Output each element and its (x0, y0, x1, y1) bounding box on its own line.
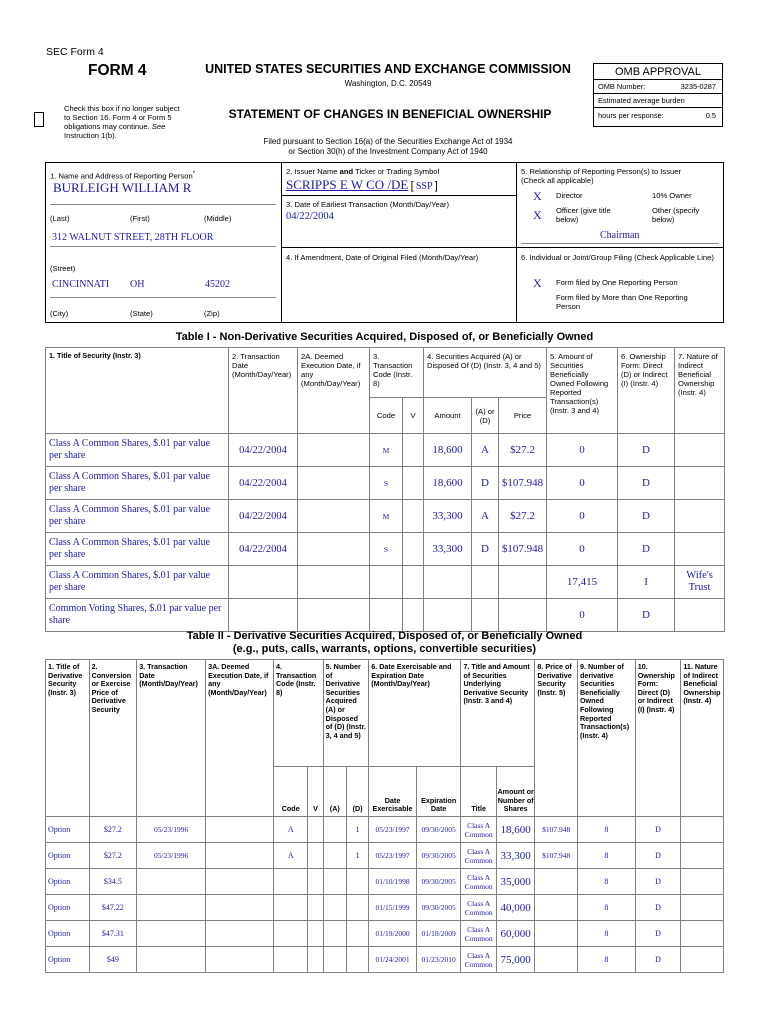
t2-price: $34.5 (89, 869, 137, 895)
omb-approval-box (593, 63, 723, 127)
t1-date (229, 566, 298, 599)
other-label: Other (specify below) (652, 206, 700, 224)
t1-v (403, 434, 424, 467)
t2-de: 05/23/1997 (369, 843, 417, 869)
t2-de: 01/24/2001 (369, 947, 417, 973)
t2-h-price: 8. Price of Derivative Security (Instr. 5) (535, 660, 578, 817)
t2-de: 01/15/1999 (369, 895, 417, 921)
t2-title: Option (46, 947, 90, 973)
t1-h-deemed: 2A. Deemed Execution Date, if any (Month/Day/Year) (298, 348, 370, 434)
ten-percent-label: 10% Owner (652, 191, 692, 200)
reporting-state: OH (130, 279, 145, 290)
table2-row (46, 947, 724, 973)
t1-form: D (618, 533, 675, 566)
zip-label: (Zip) (204, 309, 220, 318)
t2-p8: $107.948 (535, 817, 578, 843)
t1-title: Class A Common Shares, $.01 par value per share (46, 467, 229, 500)
t2-ctitle: Class A Common (461, 869, 496, 895)
officer-label: Officer (give title below) (556, 206, 611, 224)
t2-owned: 8 (577, 817, 635, 843)
t1-owned: 0 (547, 500, 618, 533)
t2-de: 05/23/1997 (369, 817, 417, 843)
t2-exp: 01/18/2009 (416, 921, 461, 947)
omb-number-label: OMB Number: (598, 82, 646, 91)
t2-code (273, 947, 307, 973)
t2-v (308, 947, 323, 973)
t2-deemed (206, 895, 274, 921)
t2-deemed (206, 869, 274, 895)
table2 (45, 659, 724, 973)
t1-h-owned: 5. Amount of Securities Beneficially Owned Following Reported Transaction(s) (Instr. 3 and 4) (547, 348, 618, 434)
t1-h-code: 3. Transaction Code (Instr. 8) (370, 348, 424, 398)
t2-h-deemed: 3A. Deemed Execution Date, if any (Month/Day/Year) (206, 660, 274, 817)
t2-date: 05/23/1996 (137, 817, 206, 843)
no-longer-subject-checkbox[interactable] (34, 112, 44, 127)
table1-row (46, 566, 725, 599)
form-number: FORM 4 (88, 62, 147, 79)
t2-de: 01/19/2000 (369, 921, 417, 947)
t1-v (403, 467, 424, 500)
t1-v (403, 599, 424, 632)
t1-price (499, 599, 547, 632)
t1-title: Common Voting Shares, $.01 par value per share (46, 599, 229, 632)
t2-ctitle: Class A Common (461, 921, 496, 947)
t1-date (229, 599, 298, 632)
t2-a (323, 895, 346, 921)
table1-row (46, 500, 725, 533)
t2-deemed (206, 843, 274, 869)
t2-shares: 18,600 (496, 817, 535, 843)
check-box-text: Check this box if no longer subject to Section 16. Form 4 or Form 5 obligations may continue. See Instruction 1(b). (64, 104, 180, 140)
t1-title: Class A Common Shares, $.01 par value per share (46, 566, 229, 599)
t2-owned: 8 (577, 947, 635, 973)
t2-owned: 8 (577, 895, 635, 921)
t2-h-exercisable: 6. Date Exercisable and Expiration Date (Month/Day/Year) (369, 660, 461, 767)
reporting-person-label: 1. Name and Address of Reporting Person* (50, 170, 196, 181)
earliest-date: 04/22/2004 (286, 211, 334, 222)
t2-nature (681, 843, 724, 869)
director-check[interactable]: X (533, 189, 542, 203)
t1-code (370, 599, 403, 632)
t2-date (137, 895, 206, 921)
table1-row (46, 599, 725, 632)
t2-price: $47.22 (89, 895, 137, 921)
t1-form: D (618, 599, 675, 632)
t1-ad: A (472, 500, 499, 533)
t1-owned: 0 (547, 467, 618, 500)
t1-nature: Wife's Trust (675, 566, 725, 599)
director-label: Director (556, 191, 583, 200)
table2-row (46, 895, 724, 921)
statement-title: STATEMENT OF CHANGES IN BENEFICIAL OWNERSHIP (228, 107, 552, 121)
t2-h-ttl: Title (461, 767, 496, 817)
omb-hours-label: hours per response: (598, 111, 664, 120)
t2-date: 05/23/1996 (137, 843, 206, 869)
issuer-name-ticker: SCRIPPS E W CO /DE [ SSP ] (286, 177, 438, 192)
reporting-city: CINCINNATI (52, 279, 110, 290)
issuer-ticker: SSP (415, 181, 433, 192)
t2-d (346, 921, 368, 947)
t2-owned: 8 (577, 869, 635, 895)
t2-v (308, 895, 323, 921)
relationship-label: 5. Relationship of Reporting Person(s) to Issuer (Check all applicable) (521, 167, 681, 185)
table2-row (46, 869, 724, 895)
omb-title: OMB APPROVAL (594, 64, 722, 80)
table1-row (46, 434, 725, 467)
t2-price: $49 (89, 947, 137, 973)
t1-h-price: Price (499, 398, 547, 434)
t1-amount (424, 566, 472, 599)
t1-deemed (298, 566, 370, 599)
table1-title: Table I - Non-Derivative Securities Acquired, Disposed of, or Beneficially Owned (175, 331, 594, 343)
filing-label: 6. Individual or Joint/Group Filing (Check Applicable Line) (521, 253, 714, 262)
t1-amount (424, 599, 472, 632)
last-label: (Last) (50, 214, 70, 223)
t2-ctitle: Class A Common (461, 843, 496, 869)
t2-p8 (535, 947, 578, 973)
issuer-name: SCRIPPS E W CO /DE (286, 177, 409, 192)
omb-hours: 0.5 (705, 111, 716, 120)
t2-h-code-sub: Code (273, 767, 307, 817)
t1-ad: D (472, 533, 499, 566)
table1 (45, 347, 725, 632)
t1-v (403, 500, 424, 533)
t1-nature (675, 533, 725, 566)
t2-owned: 8 (577, 843, 635, 869)
t2-v (308, 869, 323, 895)
t2-title: Option (46, 843, 90, 869)
t2-code: A (273, 843, 307, 869)
t2-code (273, 869, 307, 895)
street-label: (Street) (50, 264, 76, 273)
table2-row (46, 817, 724, 843)
filing-more-label: Form filed by More than One Reporting Person (556, 293, 688, 311)
t1-nature (675, 434, 725, 467)
t1-h-date: 2. Transaction Date (Month/Day/Year) (229, 348, 298, 434)
t2-nature (681, 921, 724, 947)
t2-h-title: 1. Title of Derivative Security (Instr. 3) (46, 660, 90, 817)
t1-code: M (370, 434, 403, 467)
t2-h-a: (A) (323, 767, 346, 817)
table2-row (46, 921, 724, 947)
t2-form: D (635, 869, 681, 895)
t1-form: I (618, 566, 675, 599)
t2-form: D (635, 843, 681, 869)
t1-date: 04/22/2004 (229, 533, 298, 566)
t2-exp: 09/30/2005 (416, 817, 461, 843)
t1-code (370, 566, 403, 599)
t1-ad: A (472, 434, 499, 467)
omb-burden-label: Estimated average burden (594, 94, 722, 108)
t1-h-code-sub: Code (370, 398, 403, 434)
t2-a (323, 921, 346, 947)
t1-deemed (298, 599, 370, 632)
t2-nature (681, 817, 724, 843)
t2-date (137, 921, 206, 947)
t1-form: D (618, 500, 675, 533)
agency-city: Washington, D.C. 20549 (344, 79, 432, 88)
t2-a (323, 947, 346, 973)
t2-v (308, 817, 323, 843)
t2-code (273, 895, 307, 921)
t1-deemed (298, 434, 370, 467)
earliest-date-label: 3. Date of Earliest Transaction (Month/Day/Year) (286, 200, 450, 209)
t2-form: D (635, 895, 681, 921)
table2-row (46, 843, 724, 869)
t1-h-aord: (A) or (D) (472, 398, 499, 434)
t2-deemed (206, 947, 274, 973)
t2-date (137, 869, 206, 895)
t1-date: 04/22/2004 (229, 434, 298, 467)
city-label: (City) (50, 309, 69, 318)
t1-code: S (370, 467, 403, 500)
amendment-label: 4. If Amendment, Date of Original Filed (Month/Day/Year) (286, 253, 479, 262)
t2-price: $47.31 (89, 921, 137, 947)
issuer-label: 2. Issuer Name and Ticker or Trading Symbol (286, 167, 440, 176)
t2-h-date: 3. Transaction Date (Month/Day/Year) (137, 660, 206, 817)
t2-exp: 09/30/2005 (416, 869, 461, 895)
reporting-zip: 45202 (205, 279, 230, 290)
t1-owned: 0 (547, 434, 618, 467)
t1-price: $27.2 (499, 434, 547, 467)
t2-d: 1 (346, 817, 368, 843)
t2-h-exp: Expiration Date (416, 767, 461, 817)
t1-h-title: 1. Title of Security (Instr. 3) (46, 348, 229, 434)
first-label: (First) (130, 214, 150, 223)
t2-form: D (635, 947, 681, 973)
t2-nature (681, 869, 724, 895)
t2-d (346, 947, 368, 973)
t2-code: A (273, 817, 307, 843)
reporting-person-name: BURLEIGH WILLIAM R (53, 180, 192, 195)
t1-nature (675, 599, 725, 632)
t2-ctitle: Class A Common (461, 895, 496, 921)
t2-shares: 35,000 (496, 869, 535, 895)
omb-number: 3235-0287 (680, 82, 716, 91)
t2-deemed (206, 921, 274, 947)
t2-de: 01/10/1998 (369, 869, 417, 895)
t2-h-de: Date Exercisable (369, 767, 417, 817)
t2-h-owned: 9. Number of derivative Securities Beneficially Owned Following Reported Transaction(s) (Instr. 4) (577, 660, 635, 817)
t2-a (323, 843, 346, 869)
t1-price: $107.948 (499, 533, 547, 566)
t1-price: $27.2 (499, 500, 547, 533)
t1-date: 04/22/2004 (229, 467, 298, 500)
t2-h-amt: Amount or Number of Shares (496, 767, 535, 817)
t2-owned: 8 (577, 921, 635, 947)
t1-deemed (298, 500, 370, 533)
t1-code: M (370, 500, 403, 533)
t2-shares: 33,300 (496, 843, 535, 869)
t1-price: $107.948 (499, 467, 547, 500)
t1-owned: 0 (547, 599, 618, 632)
t2-a (323, 817, 346, 843)
t1-amount: 33,300 (424, 500, 472, 533)
t2-p8: $107.948 (535, 843, 578, 869)
t2-p8 (535, 895, 578, 921)
t2-a (323, 869, 346, 895)
table1-row (46, 467, 725, 500)
t1-code: S (370, 533, 403, 566)
middle-label: (Middle) (204, 214, 232, 223)
t1-form: D (618, 467, 675, 500)
t1-amount: 18,600 (424, 434, 472, 467)
t1-ad (472, 599, 499, 632)
t2-shares: 75,000 (496, 947, 535, 973)
t2-price: $27.2 (89, 817, 137, 843)
t2-title: Option (46, 869, 90, 895)
t2-form: D (635, 921, 681, 947)
t1-ad (472, 566, 499, 599)
t1-title: Class A Common Shares, $.01 par value per share (46, 533, 229, 566)
t1-title: Class A Common Shares, $.01 par value per share (46, 434, 229, 467)
t2-price: $27.2 (89, 843, 137, 869)
t1-form: D (618, 434, 675, 467)
t1-nature (675, 500, 725, 533)
t2-h-form: 10. Ownership Form: Direct (D) or Indirect (I) (Instr. 4) (635, 660, 681, 817)
filing-one-label: Form filed by One Reporting Person (556, 278, 678, 287)
t1-deemed (298, 467, 370, 500)
t2-shares: 60,000 (496, 921, 535, 947)
filed-pursuant: Filed pursuant to Section 16(a) of the Securities Exchange Act of 1934 or Section 30(h) of the Investment Company Act of 1940 (263, 137, 513, 156)
t2-code (273, 921, 307, 947)
t2-title: Option (46, 921, 90, 947)
table2-title: Table II - Derivative Securities Acquired, Disposed of, or Beneficially Owned (e.g., puts, calls, warrants, options, convertible securities) (186, 630, 583, 655)
t2-form: D (635, 817, 681, 843)
t1-nature (675, 467, 725, 500)
t2-ctitle: Class A Common (461, 817, 496, 843)
officer-check[interactable]: X (533, 208, 542, 222)
t2-p8 (535, 921, 578, 947)
t1-h-acquired: 4. Securities Acquired (A) or Disposed Of (D) (Instr. 3, 4 and 5) (424, 348, 547, 398)
t2-h-code: 4. Transaction Code (Instr. 8) (273, 660, 323, 767)
t2-deemed (206, 817, 274, 843)
t2-h-number: 5. Number of Derivative Securities Acquired (A) or Disposed of (D) (Instr. 3, 4 and 5) (323, 660, 369, 767)
t1-price (499, 566, 547, 599)
reporting-address: 312 WALNUT STREET, 28TH FLOOR (52, 232, 214, 243)
t1-v (403, 566, 424, 599)
t2-h-conv: 2. Conversion or Exercise Price of Derivative Security (89, 660, 137, 817)
t1-h-nature: 7. Nature of Indirect Beneficial Ownership (Instr. 4) (675, 348, 725, 434)
t2-v (308, 843, 323, 869)
t1-h-amount: Amount (424, 398, 472, 434)
agency-title: UNITED STATES SECURITIES AND EXCHANGE COMMISSION (205, 62, 571, 76)
t2-title: Option (46, 895, 90, 921)
t1-title: Class A Common Shares, $.01 par value per share (46, 500, 229, 533)
t2-exp: 01/23/2010 (416, 947, 461, 973)
t1-h-v: V (403, 398, 424, 434)
table1-row (46, 533, 725, 566)
t1-v (403, 533, 424, 566)
t2-v (308, 921, 323, 947)
t1-date: 04/22/2004 (229, 500, 298, 533)
t1-amount: 33,300 (424, 533, 472, 566)
officer-title: Chairman (600, 230, 640, 241)
t2-d: 1 (346, 843, 368, 869)
t2-p8 (535, 869, 578, 895)
t1-ad: D (472, 467, 499, 500)
t2-title: Option (46, 817, 90, 843)
t2-shares: 40,000 (496, 895, 535, 921)
t2-h-nature: 11. Nature of Indirect Beneficial Ownership (Instr. 4) (681, 660, 724, 817)
sec-form-label: SEC Form 4 (46, 46, 104, 58)
t2-d (346, 895, 368, 921)
t2-exp: 09/30/2005 (416, 843, 461, 869)
t1-owned: 17,415 (547, 566, 618, 599)
t1-amount: 18,600 (424, 467, 472, 500)
t2-h-v: V (308, 767, 323, 817)
t1-deemed (298, 533, 370, 566)
t2-exp: 09/30/2005 (416, 895, 461, 921)
t1-owned: 0 (547, 533, 618, 566)
filing-one-check[interactable]: X (533, 276, 542, 290)
state-label: (State) (130, 309, 153, 318)
t1-h-form: 6. Ownership Form: Direct (D) or Indirect (I) (Instr. 4) (618, 348, 675, 434)
t2-h-d: (D) (346, 767, 368, 817)
t2-d (346, 869, 368, 895)
t2-h-underlying: 7. Title and Amount of Securities Underlying Derivative Security (Instr. 3 and 4) (461, 660, 535, 767)
t2-nature (681, 947, 724, 973)
t2-date (137, 947, 206, 973)
t2-nature (681, 895, 724, 921)
t2-ctitle: Class A Common (461, 947, 496, 973)
